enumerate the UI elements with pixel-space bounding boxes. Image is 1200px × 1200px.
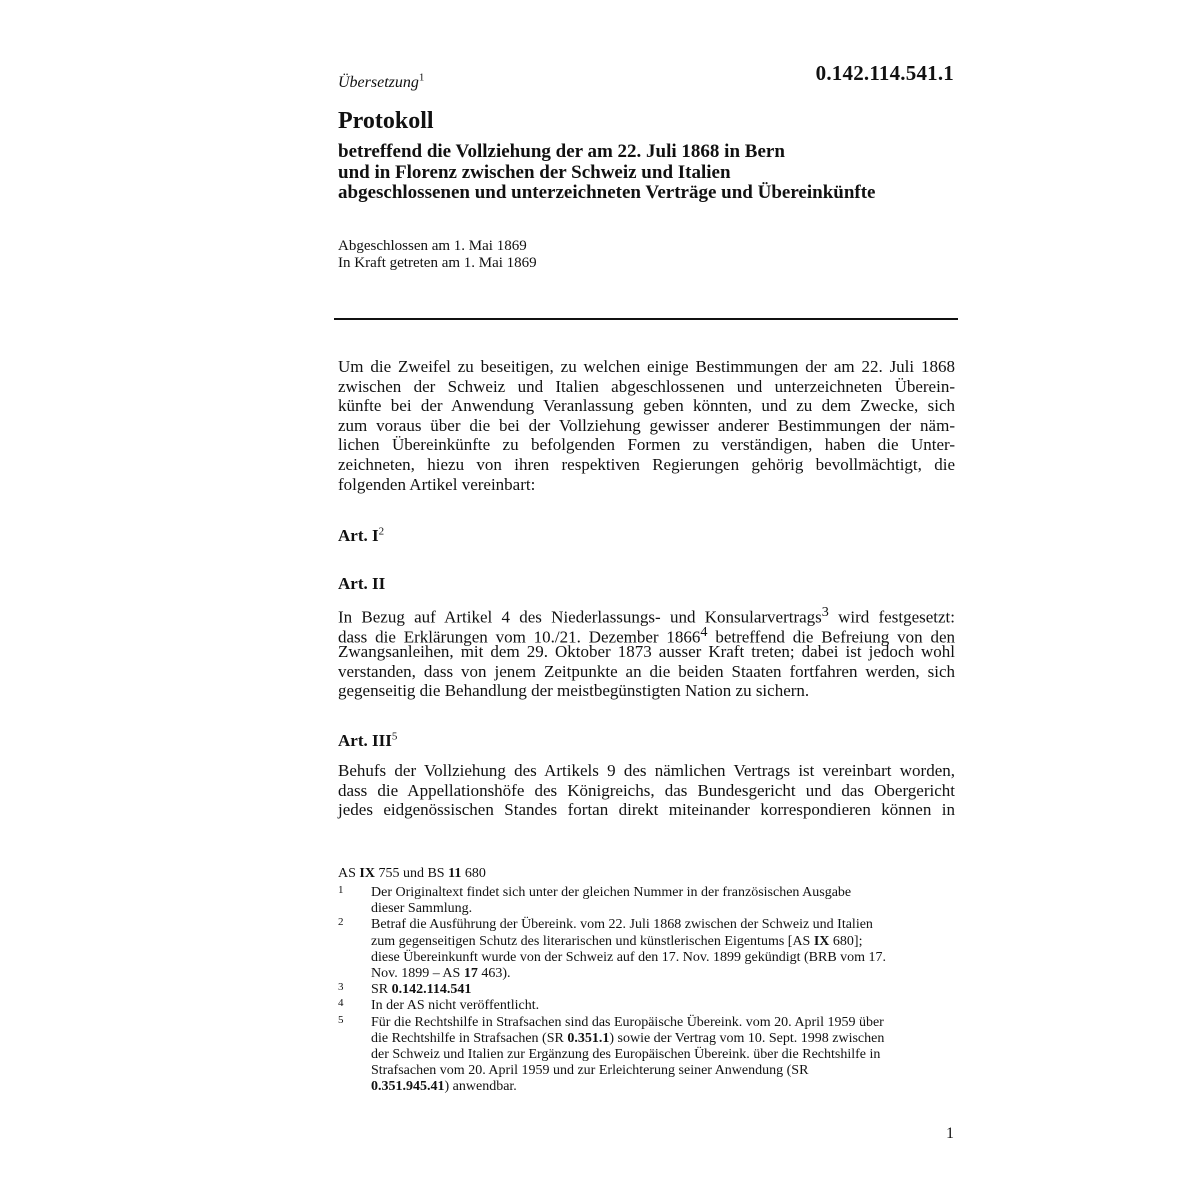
footnote-line: dieser Sammlung. [371,901,473,917]
source-volume: IX [359,866,375,881]
preamble-line: zwischen der Schweiz und Italien abgeschlossenen und unterzeichneten Überein- [338,376,955,396]
article-text: In Bezug auf Artikel 4 des Niederlassungs- und Konsularvertrags [338,607,822,627]
footnote-number: 1 [338,884,344,896]
article-text: dass die Erklärungen vom 10./21. Dezember 1866 [338,627,701,647]
preamble-line: künfte bei der Anwendung Veranlassung geben könnten, und zu dem Zwecke, sich [338,396,955,416]
source-text: AS [338,866,360,881]
article-line: verstanden, dass von jenem Zeitpunkte an die beiden Staaten fortfahren werden, sich [338,661,955,681]
article-2-heading: Art. II [338,574,386,593]
footnote-line [371,1079,958,1095]
article-line [338,603,955,627]
footnote-text: 463). [477,966,511,982]
treaty-dates [338,238,537,272]
footnote-2 [338,917,958,982]
in-force-date: In Kraft getreten am 1. Mai 1869 [338,255,537,271]
footnote-bold: 0.351.945.41 [371,1079,445,1095]
article-1-heading [338,526,384,546]
preamble-line: Um die Zweifel zu beseitigen, zu welchen einige Bestimmungen der am 22. Juli 1868 [338,357,955,376]
footnote-text: Nov. 1899 – AS [371,966,464,982]
article-line: Zwangsanleihen, mit dem 29. Oktober 1873 ausser Kraft treten; dabei ist jedoch wohl [338,642,955,662]
article-line [338,623,956,647]
footnote-line: Für die Rechtshilfe in Strafsachen sind das Europäische Übereink. vom 20. April 1959 über [371,1014,884,1030]
preamble-line: zeichneten, hiezu von ihren respektiven Regierungen gehörig bevollmächtigt, die [338,454,955,474]
article-3-text [338,761,955,820]
footnote-number: 5 [338,1013,344,1026]
footnote-line: In der AS nicht veröffentlicht. [371,998,540,1014]
footnote-ref-4[interactable]: 4 [700,623,708,640]
footnote-number: 3 [338,981,344,994]
article-text: betreffend die Befreiung von den [707,627,956,647]
source-text: 680 [461,866,486,881]
translation-label [338,71,425,92]
footnote-ref-2[interactable]: 2 [378,525,385,538]
footnote-bold: 0.142.114.541 [391,982,472,998]
article-line: Behufs der Vollziehung des Artikels 9 des nämlichen Vertrags ist vereinbart worden, [338,761,955,780]
footnote-1 [338,885,958,917]
preamble [338,357,955,494]
footnote-text: SR [371,982,392,998]
footnote-3 [338,982,958,998]
footnote-ref-3[interactable]: 3 [821,604,829,620]
footnote-bold: 17 [463,966,478,982]
article-text: wird festgesetzt: [828,607,955,627]
footnote-text: die Rechtshilfe in Strafsachen (SR [371,1030,568,1046]
footnote-text: zum gegenseitigen Schutz des literarischen und künstlerischen Eigentums [AS [371,933,814,949]
document-subtitle [338,142,978,204]
footnote-line [371,934,958,950]
footnote-bold: IX [813,933,830,949]
footnote-line: Betraf die Ausführung der Übereink. vom 22. Juli 1868 zwischen der Schweiz und Italien [371,917,873,933]
article-3-heading [338,731,397,751]
footnote-line [371,982,958,998]
footnote-4 [338,998,958,1014]
footnotes [338,885,958,1096]
footnote-ref-5[interactable]: 5 [391,730,398,743]
footnote-line [371,966,958,982]
source-volume: 11 [448,866,462,881]
article-line: dass die Appellationshöfe des Königreichs, das Bundesgericht und das Obergericht [338,780,955,800]
article-line: jedes eidgenössischen Standes fortan direkt miteinander korrespondieren können in [338,800,955,820]
preamble-line: lichen Übereinkünfte zu befolgenden Formen zu verständigen, haben die Unter- [338,435,955,455]
footnote-line [371,1031,958,1047]
subtitle-line: abgeschlossenen und unterzeichneten Verträge und Übereinkünfte [338,182,876,203]
preamble-line: folgenden Artikel vereinbart: [338,474,536,494]
footnote-line: diese Übereinkunft wurde von der Schweiz auf den 17. Nov. 1899 gekündigt (BRB vom 17. [371,949,887,965]
footnote-line: Der Originaltext findet sich unter der gleichen Nummer in der französischen Ausgabe [371,885,852,900]
article-2-text [338,603,955,701]
subtitle-line: und in Florenz zwischen der Schweiz und Italien [338,161,731,183]
footnote-number: 2 [338,916,344,929]
page-number: 1 [946,1125,954,1142]
sr-number: 0.142.114.541.1 [815,61,954,85]
article-line: gegenseitig die Behandlung der meistbegünstigten Nation zu sichern. [338,681,810,701]
footnote-line: Strafsachen vom 20. April 1959 und zur Erleichterung seiner Anwendung (SR [371,1063,809,1079]
preamble-line: zum voraus über die bei der Vollziehung gewisser anderer Bestimmungen der näm- [338,415,955,435]
document-title: Protokoll [338,108,434,134]
article-heading-text: Art. III [338,731,392,750]
official-source-reference [338,866,486,882]
concluded-date: Abgeschlossen am 1. Mai 1869 [338,238,527,254]
subtitle-line: betreffend die Vollziehung der am 22. Juli 1868 in Bern [338,141,785,162]
footnote-ref-1[interactable]: 1 [418,71,425,84]
footnote-text: ) sowie der Vertrag vom 10. Sept. 1998 zwischen [609,1030,885,1046]
footnote-text: 680]; [829,933,863,949]
source-text: 755 und BS [374,866,449,881]
footnote-line: der Schweiz und Italien zur Ergänzung des Europäischen Übereink. über die Rechtshilfe in [371,1047,881,1063]
footnote-bold: 0.351.1 [567,1030,610,1046]
footnote-number: 4 [338,997,344,1010]
article-heading-text: Art. I [338,526,379,545]
translation-text: Übersetzung [338,74,419,91]
header-divider [334,318,958,320]
footnote-5 [338,1015,958,1096]
footnote-text: ) anwendbar. [444,1079,517,1095]
